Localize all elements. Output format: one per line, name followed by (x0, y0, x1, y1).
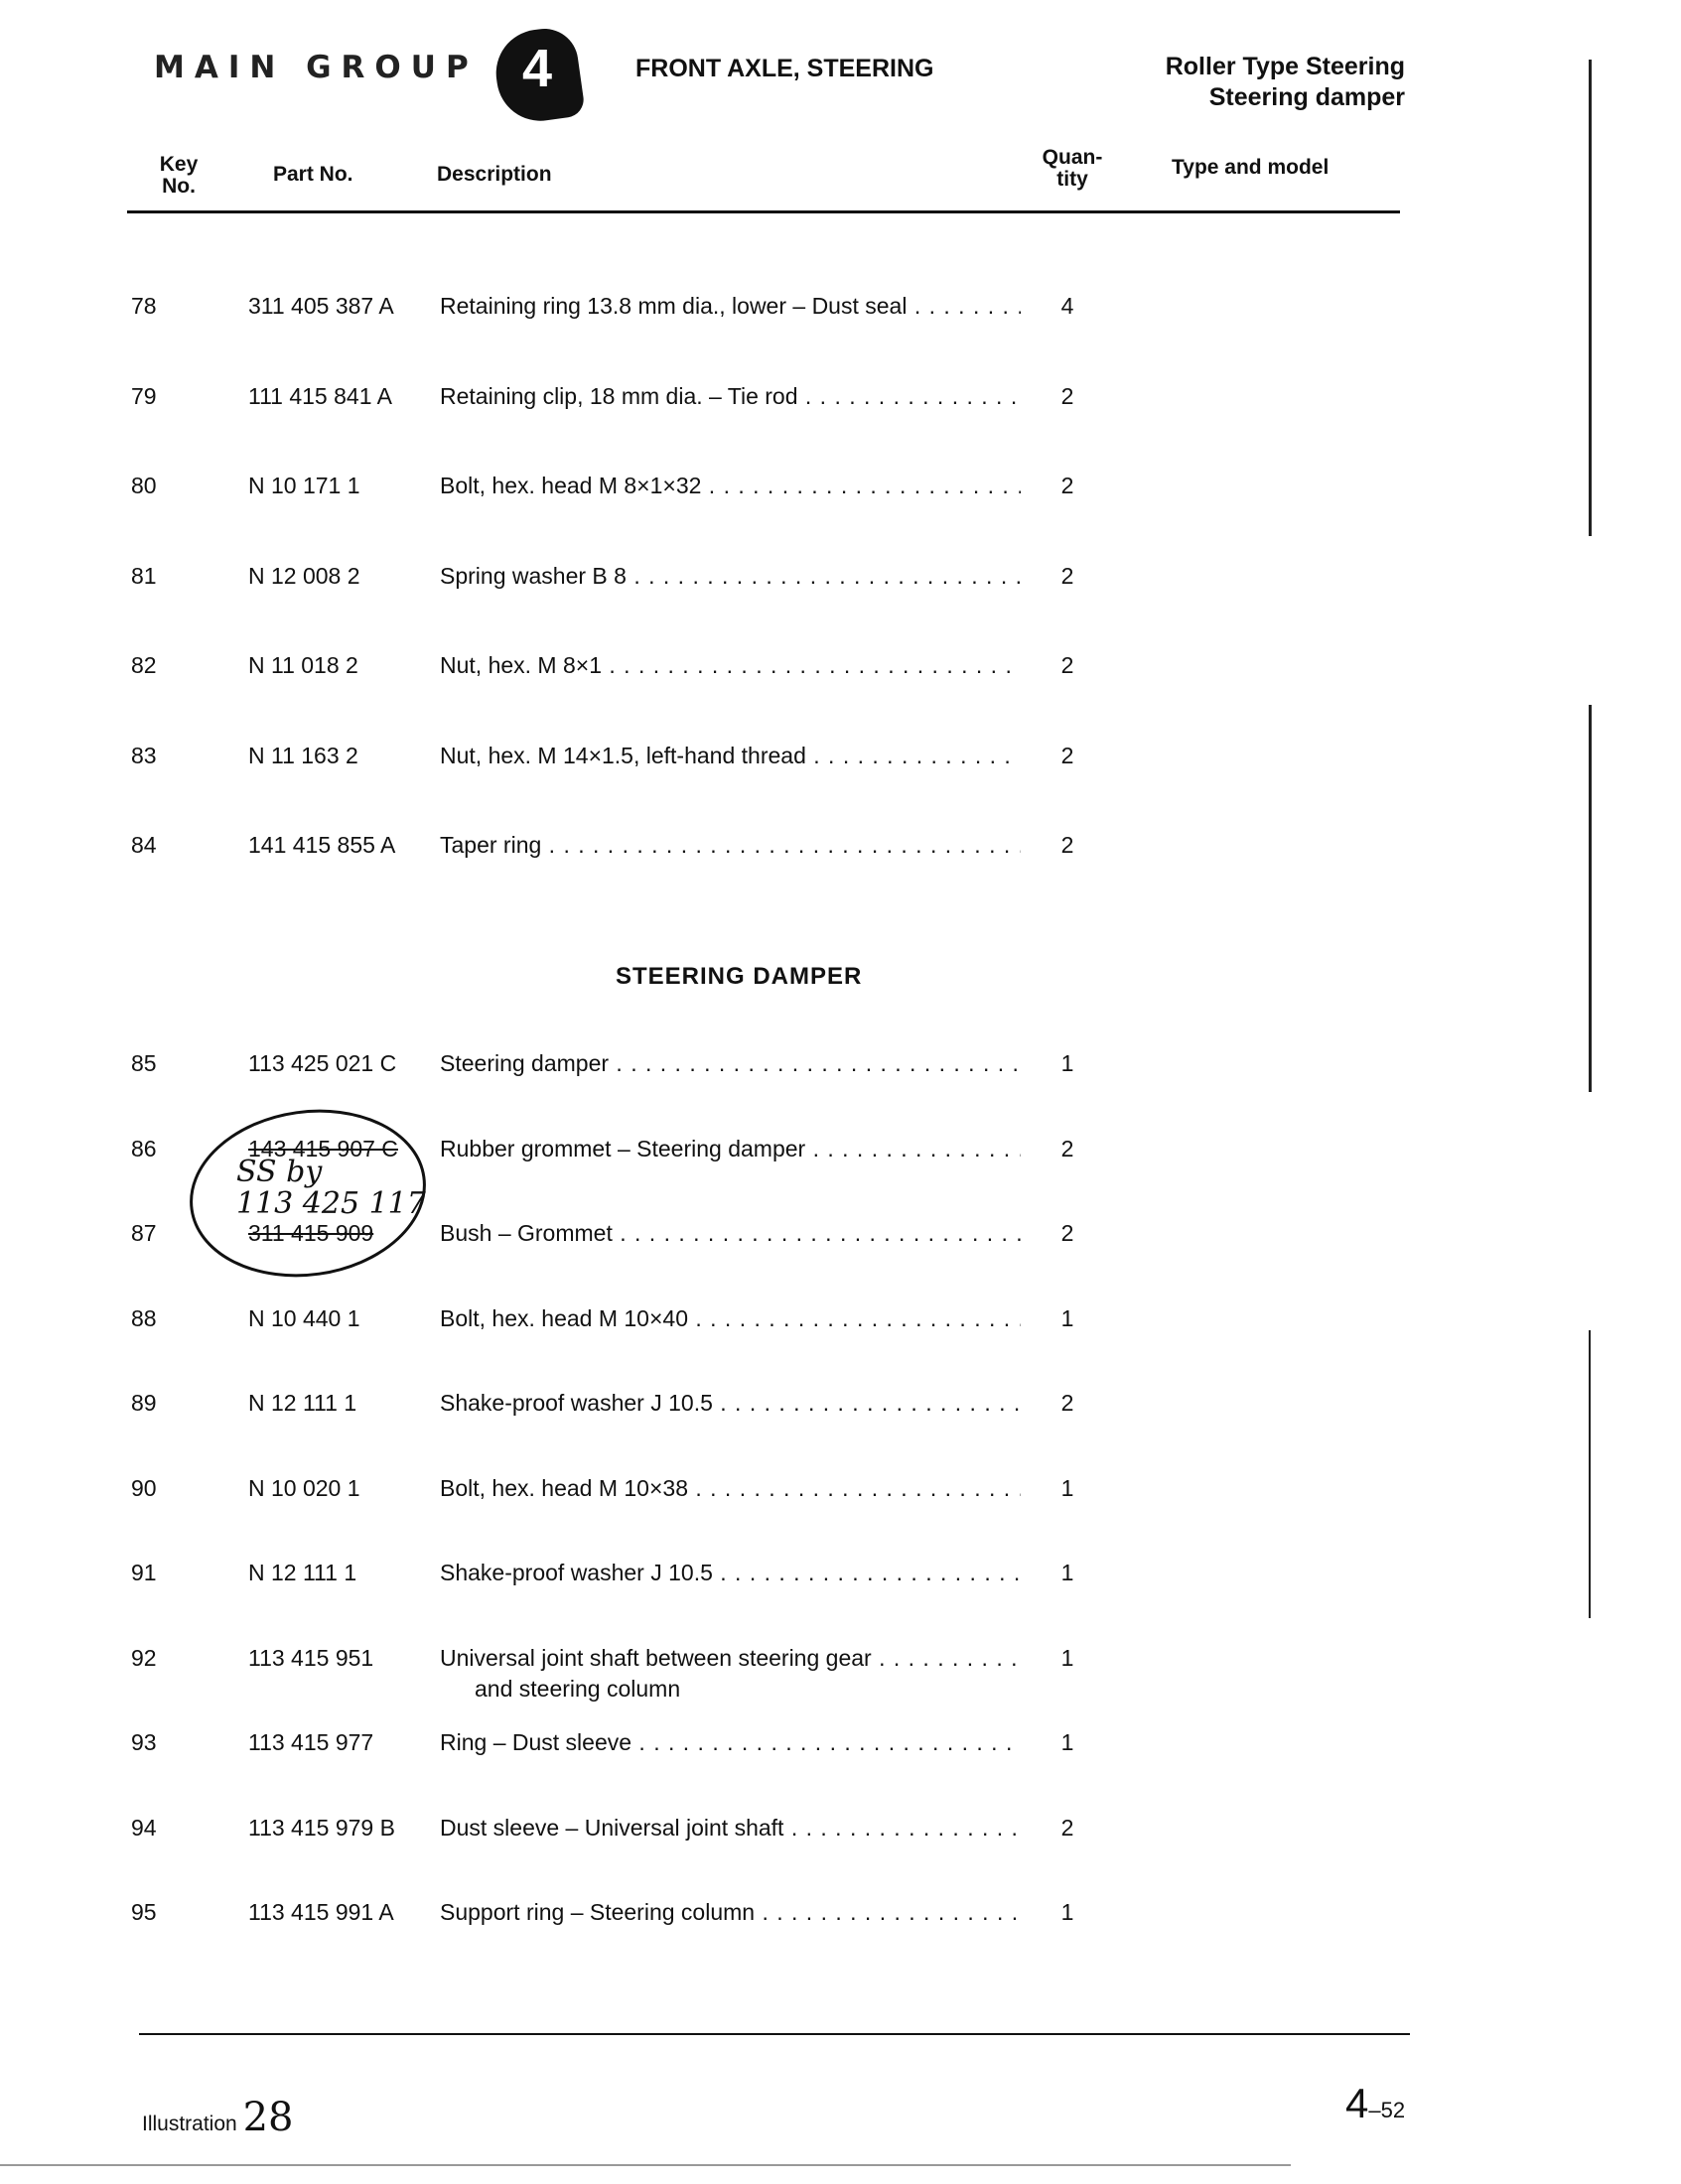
header-rule (127, 210, 1400, 213)
quantity: 1 (1060, 1729, 1074, 1755)
part-number: 111 415 841 A (248, 382, 392, 409)
quantity: 1 (1060, 1560, 1074, 1585)
part-description: Dust sleeve – Universal joint shaft . . . (440, 1815, 1021, 1842)
parts-row (0, 652, 1681, 712)
part-description: Retaining clip, 18 mm dia. – Tie rod . . . (440, 383, 1021, 410)
quantity: 2 (1060, 562, 1074, 589)
quantity: 2 (1060, 832, 1074, 858)
group-number: 4 (521, 39, 553, 99)
part-number: N 10 171 1 (248, 473, 360, 498)
illustration-number: 28 (242, 2095, 294, 2140)
column-header-quantity-line2: tity (1056, 168, 1088, 191)
parts-row (0, 832, 1681, 891)
column-header-key-line2: No. (162, 175, 196, 198)
part-number: N 12 111 1 (248, 1390, 357, 1416)
right-heading-line1: Roller Type Steering (1165, 53, 1405, 80)
column-header-key (149, 154, 209, 198)
part-description: Spring washer B 8 . . . (440, 563, 1021, 590)
quantity: 2 (1060, 1135, 1074, 1161)
right-heading-line2: Steering damper (1208, 83, 1405, 111)
column-header-description: Description (437, 163, 552, 186)
parts-row (0, 1390, 1681, 1449)
key-number: 86 (131, 1135, 157, 1161)
part-description: Rubber grommet – Steering damper . . . (440, 1136, 1021, 1162)
part-number: N 10 020 1 (248, 1474, 360, 1501)
section-title: FRONT AXLE, STEERING (635, 55, 934, 82)
parts-row (0, 1305, 1681, 1365)
quantity: 1 (1060, 1304, 1074, 1331)
parts-row (0, 1050, 1681, 1110)
quantity: 1 (1060, 1899, 1074, 1925)
page-number-sub: –52 (1368, 2098, 1406, 2122)
part-description: Bolt, hex. head M 10×38 . . . (440, 1475, 1021, 1502)
quantity: 2 (1060, 382, 1074, 409)
part-number: 311 405 387 A (248, 293, 394, 319)
part-description: Bolt, hex. head M 10×40 . . . (440, 1305, 1021, 1332)
parts-row (0, 743, 1681, 802)
key-number: 94 (131, 1814, 157, 1841)
part-description: Nut, hex. M 14×1.5, left-hand thread . . . (440, 743, 1021, 769)
part-description: Ring – Dust sleeve . . . (440, 1729, 1021, 1756)
quantity: 4 (1060, 293, 1074, 319)
scan-edge-mark (1589, 1330, 1591, 1618)
parts-row (0, 473, 1681, 532)
part-number: 113 415 991 A (248, 1899, 394, 1925)
quantity: 2 (1060, 1220, 1074, 1246)
key-number: 81 (131, 562, 157, 589)
part-description: Shake-proof washer J 10.5 . . . (440, 1390, 1021, 1417)
quantity: 2 (1060, 1814, 1074, 1841)
key-number: 92 (131, 1644, 157, 1671)
handwritten-annotation (179, 1102, 442, 1291)
part-description: Retaining ring 13.8 mm dia., lower – Dust seal . . . (440, 293, 1021, 320)
scan-edge-mark (1589, 60, 1592, 536)
page-number (1345, 2080, 1405, 2127)
annotation-text-line2: 113 425 117 (236, 1186, 426, 1221)
quantity: 2 (1060, 1390, 1074, 1416)
parts-row (0, 1815, 1681, 1874)
part-number: 113 415 977 (248, 1729, 374, 1755)
group-number-badge (490, 25, 586, 127)
part-number: 141 415 855 A (248, 832, 396, 858)
part-description: Universal joint shaft between steering gear . . . (440, 1645, 1021, 1672)
quantity: 2 (1060, 652, 1074, 678)
part-description: Bolt, hex. head M 8×1×32 . . . (440, 473, 1021, 499)
subheading-steering-damper: STEERING DAMPER (616, 963, 863, 990)
part-description: Nut, hex. M 8×1 . . . (440, 652, 1021, 679)
key-number: 83 (131, 742, 157, 768)
scan-edge-mark (0, 2164, 1291, 2166)
quantity: 1 (1060, 1474, 1074, 1501)
column-header-quantity-line1: Quan- (1042, 146, 1103, 169)
quantity: 1 (1060, 1644, 1074, 1671)
parts-row (0, 563, 1681, 622)
parts-row (0, 1475, 1681, 1535)
part-description: Taper ring . . . (440, 832, 1021, 859)
page-number-main: 4 (1345, 2080, 1369, 2126)
part-number: 113 415 951 (248, 1644, 374, 1671)
part-number: N 12 008 2 (248, 562, 360, 589)
quantity: 1 (1060, 1050, 1074, 1076)
quantity: 2 (1060, 473, 1074, 498)
key-number: 93 (131, 1729, 157, 1755)
annotation-text-line1: SS by (236, 1155, 323, 1189)
key-number: 82 (131, 652, 157, 678)
column-header-quantity (1033, 147, 1112, 191)
key-number: 90 (131, 1474, 157, 1501)
parts-row (0, 383, 1681, 443)
scan-edge-mark (1589, 705, 1592, 1092)
key-number: 88 (131, 1304, 157, 1331)
key-number: 95 (131, 1899, 157, 1925)
quantity: 2 (1060, 742, 1074, 768)
part-description: Bush – Grommet . . . (440, 1220, 1021, 1247)
part-number: 113 425 021 C (248, 1050, 397, 1076)
key-number: 79 (131, 382, 157, 409)
key-number: 87 (131, 1220, 157, 1246)
column-header-key-line1: Key (159, 153, 199, 176)
footer-rule (139, 2033, 1410, 2035)
part-number: N 11 018 2 (248, 652, 358, 678)
part-number: 113 415 979 B (248, 1814, 395, 1841)
part-number: 311 415 909 (248, 1220, 374, 1246)
column-header-type: Type and model (1172, 156, 1330, 179)
parts-row (0, 293, 1681, 352)
key-number: 80 (131, 473, 157, 498)
key-number: 85 (131, 1050, 157, 1076)
part-description: Support ring – Steering column . . . (440, 1899, 1021, 1926)
parts-row (0, 1899, 1681, 1959)
key-number: 91 (131, 1560, 157, 1585)
part-number: N 11 163 2 (248, 742, 358, 768)
parts-row (0, 1729, 1681, 1789)
key-number: 89 (131, 1390, 157, 1416)
right-heading (1097, 52, 1405, 113)
part-description: Shake-proof washer J 10.5 . . . (440, 1560, 1021, 1586)
illustration-label-text: Illustration (142, 2113, 237, 2135)
parts-row (0, 1645, 1681, 1705)
parts-row (0, 1560, 1681, 1619)
main-group-label: MAIN GROUP (154, 50, 479, 85)
part-number: N 12 111 1 (248, 1560, 357, 1585)
key-number: 78 (131, 293, 157, 319)
part-number: 143 415 907 C (248, 1135, 398, 1161)
key-number: 84 (131, 832, 157, 858)
column-header-part: Part No. (273, 163, 353, 186)
part-description-line2: and steering column (475, 1675, 681, 1702)
illustration-label (142, 2095, 293, 2140)
part-description: Steering damper . . . (440, 1050, 1021, 1077)
part-number: N 10 440 1 (248, 1304, 360, 1331)
